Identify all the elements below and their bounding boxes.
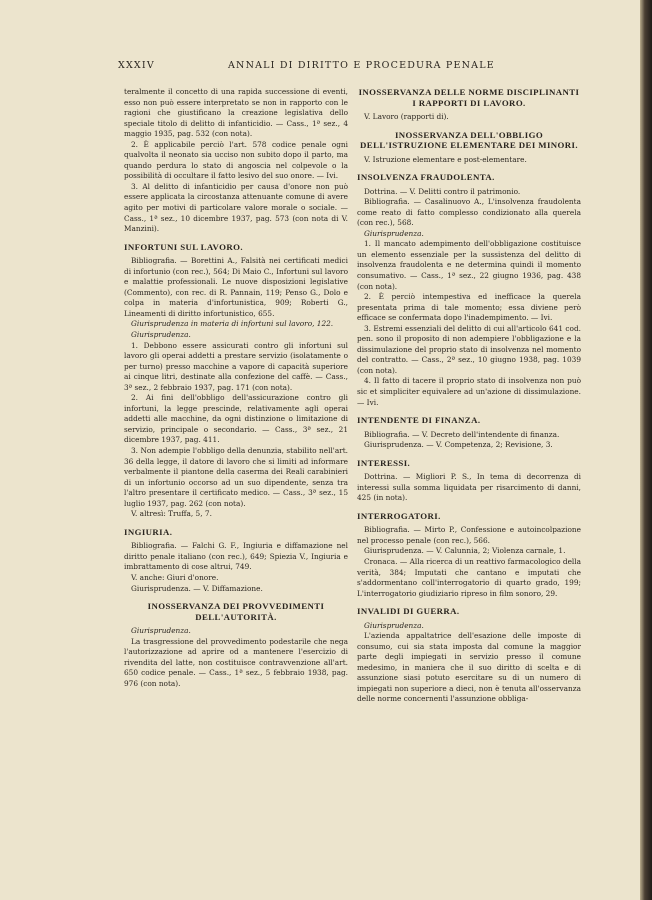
page-edge-shadow bbox=[640, 0, 652, 900]
subheading: Giurisprudenza. bbox=[131, 329, 191, 339]
paragraph: 2. È applicabile perciò l'art. 578 codice penale ogni qualvolta il neonato sia ucciso non subito dopo il parto, ma quando perdura lo stato di angoscia nel colpevole o la possibilità di occultare il fatto lesivo del suo onore. — Ivi. bbox=[124, 139, 348, 181]
subheading: Giurisprudenza. bbox=[364, 620, 424, 630]
right-column bbox=[357, 87, 581, 705]
bibliography-entry: Bibliografia. — Mirto P., Confessione e autoincolpazione nel processo penale (con rec.), 566. bbox=[357, 525, 581, 545]
section-heading: INOSSERVANZA DEI PROVVEDIMENTI DELL'AUTORITÀ. bbox=[147, 601, 325, 622]
bibliography-entry: Bibliografia. — Casalinuovo A., L'insolvenza fraudolenta come reato di fatto complesso condizionato alla querela (con rec.), 568. bbox=[357, 197, 581, 228]
paragraph: 2. È perciò intempestiva ed inefficace la querela presentata prima di tale momento; essa diviene però efficace se confermata dopo l'inadempimento. — Ivi. bbox=[357, 292, 581, 323]
paragraph: 3. Non adempie l'obbligo della denunzia, stabilito nell'art. 36 della legge, il datore di lavoro che si limiti ad informare verbalmente il piantone della caserma dei Reali carabinieri di un infortunio occorso ad un suo dipendente, senza tra l'altro presentare il certificato medico. — Cass., 3ª sez., 15 luglio 1937, pag. 262 (con nota). bbox=[124, 446, 348, 508]
bibliography-entry: Dottrina. — Migliori P. S., In tema di decorrenza di interessi sulla somma liquidata per risarcimento di danni, 425 (in nota). bbox=[357, 472, 581, 503]
running-title: ANNALI DI DIRITTO E PROCEDURA PENALE bbox=[228, 60, 495, 71]
paragraph: 3. Estremi essenziali del delitto di cui all'articolo 641 cod. pen. sono il proposito di non adempiere l'obbligazione e la dissimulazione del proprio stato di insolvenza nel momento del contratto. — Cass., 2ª sez., 10 giugno 1938, pag. 1039 (con nota). bbox=[357, 323, 581, 375]
section-heading: INSOLVENZA FRAUDOLENTA. bbox=[357, 172, 495, 183]
section-heading: INVALIDI DI GUERRA. bbox=[357, 606, 460, 617]
subheading: Giurisprudenza. bbox=[131, 626, 191, 636]
section-heading: INFORTUNI SUL LAVORO. bbox=[124, 241, 243, 252]
cross-reference: V. Lavoro (rapporti di). bbox=[364, 112, 449, 121]
paragraph: 4. Il fatto di tacere il proprio stato di insolvenza non può sic et simpliciter equivalere ad un'azione di dissimulazione. — Ivi. bbox=[357, 376, 581, 407]
paragraph: Cronaca. — Alla ricerca di un reattivo farmacologico della verità, 384; Imputati che cantano e imputati che s'addormentano coll'interrogatorio di quarto grado, 199; L'interrogatorio giudiziario ripreso in film sonoro, 29. bbox=[357, 556, 581, 598]
cross-reference: Dottrina. — V. Delitti contro il patrimonio. bbox=[364, 186, 521, 196]
cross-reference: Giurisprudenza. — V. Competenza, 2; Revisione, 3. bbox=[364, 440, 553, 450]
paragraph: L'azienda appaltatrice dell'esazione delle imposte di consumo, cui sia stata imposta dal comune la maggior parte degli impiegati in servizio presso il comune medesimo, in maniera che il suo diritto di scelta e di assunzione siasi potuto esercitare su di un numero di impiegati non superiore a dieci, non è tenuta all'osservanza delle norme concernenti l'assunzione obbliga- bbox=[357, 631, 581, 704]
cross-reference: V. altresì: Truffa, 5, 7. bbox=[131, 509, 212, 519]
section-heading: INOSSERVANZA DELL'OBBLIGO DELL'ISTRUZIONE ELEMENTARE DEI MINORI. bbox=[360, 129, 578, 151]
bibliography-entry: Bibliografia. — Falchi G. F., Ingiuria e diffamazione nel diritto penale italiano (con rec.), 649; Spiezia V., Ingiuria e imbrattamento di cose altrui, 749. bbox=[124, 541, 348, 572]
paragraph: teralmente il concetto di una rapida successione di eventi, esso non può essere interpretato se non in rapporto con le ragioni che giustificano la creazione legislativa dello speciale titolo di delitto di infanticidio. — Cass., 1ª sez., 4 maggio 1935, pag. 532 (con nota). bbox=[124, 87, 348, 139]
bibliography-entry: Bibliografia. — Borettini A., Falsità nei certificati medici di infortunio (con rec.), 564; Di Maio C., Infortuni sul lavoro e malattie professionali. Le nuove disposizioni legislative (Commento), con rec. di R. Pannain, 119; Penso G., Dolo e colpa in materia d'infortunistica, 909; Roberti G., Lineamenti di diritto infortunistico, 655. bbox=[124, 256, 348, 318]
cross-reference: Giurisprudenza. — V. Calunnia, 2; Violenza carnale, 1. bbox=[364, 546, 566, 556]
section-heading: INTERROGATORI. bbox=[357, 510, 441, 521]
left-column bbox=[124, 87, 348, 689]
paragraph: La trasgressione del provvedimento podestarile che nega l'autorizzazione ad aprire od a mantenere l'esercizio di rivendita del latte, non costituisce contravvenzione all'art. 650 codice penale. — Cass., 1ª sez., 5 febbraio 1938, pag. 976 (con nota). bbox=[124, 636, 348, 688]
paragraph: 2. Ai fini dell'obbligo dell'assicurazione contro gli infortuni, la legge prescinde, relativamente agli operai addetti alle macchine, da ogni distinzione o limitazione di servizio, principale o secondario. — Cass., 3ª sez., 21 dicembre 1937, pag. 411. bbox=[124, 393, 348, 445]
section-heading: INTERESSI. bbox=[357, 457, 411, 468]
cross-reference: Giurisprudenza. — V. Diffamazione. bbox=[131, 583, 263, 593]
subheading: Giurisprudenza. bbox=[364, 228, 424, 238]
section-heading: INGIURIA. bbox=[124, 526, 173, 537]
cross-reference: V. anche: Giuri d'onore. bbox=[131, 572, 219, 582]
page-number: XXXIV bbox=[118, 60, 155, 71]
paragraph: Giurisprudenza in materia di infortuni sul lavoro, 122. bbox=[131, 319, 334, 329]
cross-reference: Bibliografia. — V. Decreto dell'intendente di finanza. bbox=[364, 429, 560, 439]
section-heading: INOSSERVANZA DELLE NORME DISCIPLINANTI I RAPPORTI DI LAVORO. bbox=[358, 87, 580, 108]
cross-reference: V. Istruzione elementare e post-elementare. bbox=[364, 154, 527, 164]
paragraph: 1. Il mancato adempimento dell'obbligazione costituisce un elemento essenziale per la sussistenza del delitto di insolvenza fraudolenta e ne determina quindi il momento consumativo. — Cass., 1ª sez., 22 giugno 1936, pag. 438 (con nota). bbox=[357, 239, 581, 291]
paragraph: 3. Al delitto di infanticidio per causa d'onore non può essere applicata la circostanza attenuante comune di avere agito per motivi di particolare valore morale o sociale. — Cass., 1ª sez., 10 dicembre 1937, pag. 573 (con nota di V. Manzini). bbox=[124, 181, 348, 234]
paragraph: 1. Debbono essere assicurati contro gli infortuni sul lavoro gli operai addetti a prestare servizio (isolatamente o per turno) presso macchine a vapore di capacità superiore ai cinque litri, destinate alla confezione del caffè. — Cass., 3ª sez., 2 febbraio 1937, pag. 171 (con nota). bbox=[124, 340, 348, 392]
section-heading: INTENDENTE DI FINANZA. bbox=[357, 415, 481, 426]
